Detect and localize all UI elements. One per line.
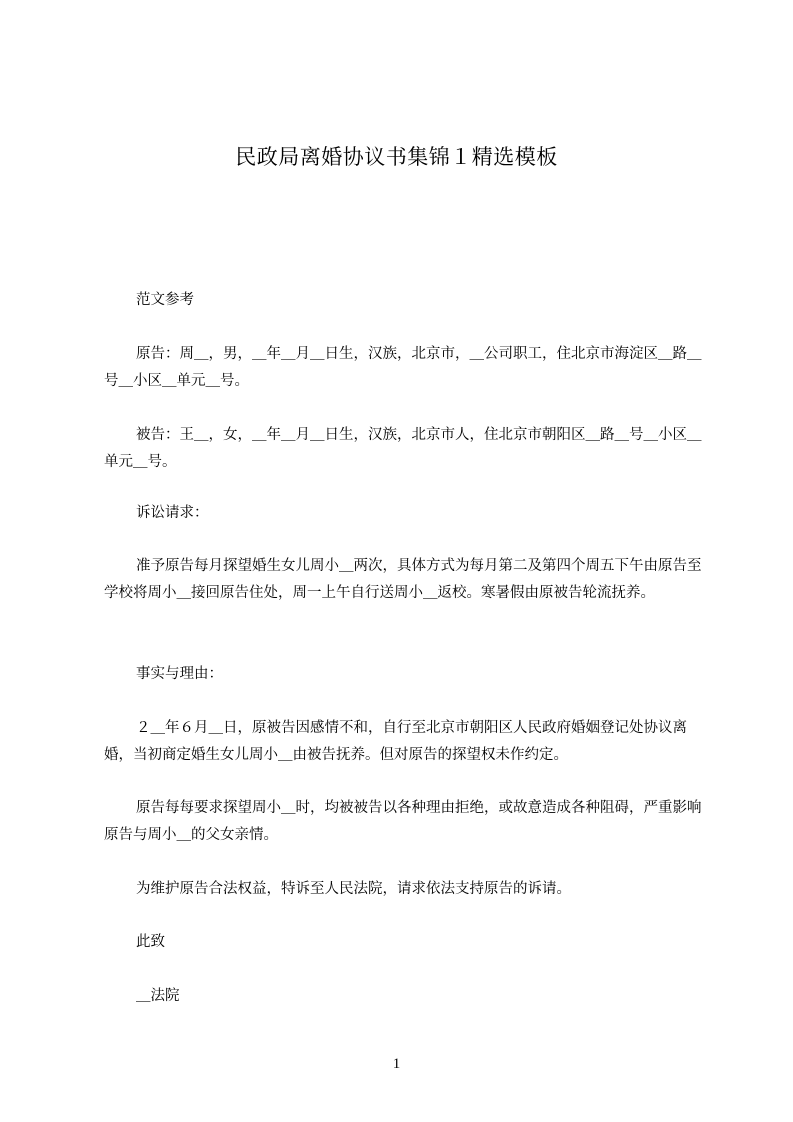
paragraph-reasons: 原告每每要求探望周小＿时，均被被告以各种理由拒绝，或故意造成各种阻碍，严重影响原告与周小＿的父女亲情。 (104, 800, 702, 843)
paragraph-salutation: 此致 (136, 934, 165, 950)
paragraph-claims-heading: 诉讼请求： (136, 505, 209, 521)
page-number: 1 (392, 1056, 401, 1072)
paragraph-facts: ２＿年６月＿日，原被告因感情不和，自行至北京市朝阳区人民政府婚姻登记处协议离婚，当初商定婚生女儿周小＿由被告抚养。但对原告的探望权未作约定。 (104, 720, 687, 763)
paragraph-plaintiff: 原告：周＿，男，＿年＿月＿日生，汉族，北京市，＿公司职工，住北京市海淀区＿路＿号＿小区＿单元＿号。 (104, 346, 702, 389)
paragraph-facts-heading: 事实与理由： (136, 666, 223, 682)
paragraph-court: ＿法院 (136, 988, 180, 1004)
paragraph-claims: 准予原告每月探望婚生女儿周小＿两次，具体方式为每月第二及第四个周五下午由原告至学校将周小＿接回原告住处，周一上午自行送周小＿返校。寒暑假由原被告轮流抚养。 (104, 558, 702, 601)
paragraph-reference: 范文参考 (136, 292, 194, 308)
paragraph-request: 为维护原告合法权益，特诉至人民法院，请求依法支持原告的诉请。 (136, 881, 571, 897)
document-title: 民政局离婚协议书集锦１精选模板 (235, 145, 558, 169)
paragraph-defendant: 被告：王＿，女，＿年＿月＿日生，汉族，北京市人，住北京市朝阳区＿路＿号＿小区＿单元＿号。 (104, 427, 702, 470)
